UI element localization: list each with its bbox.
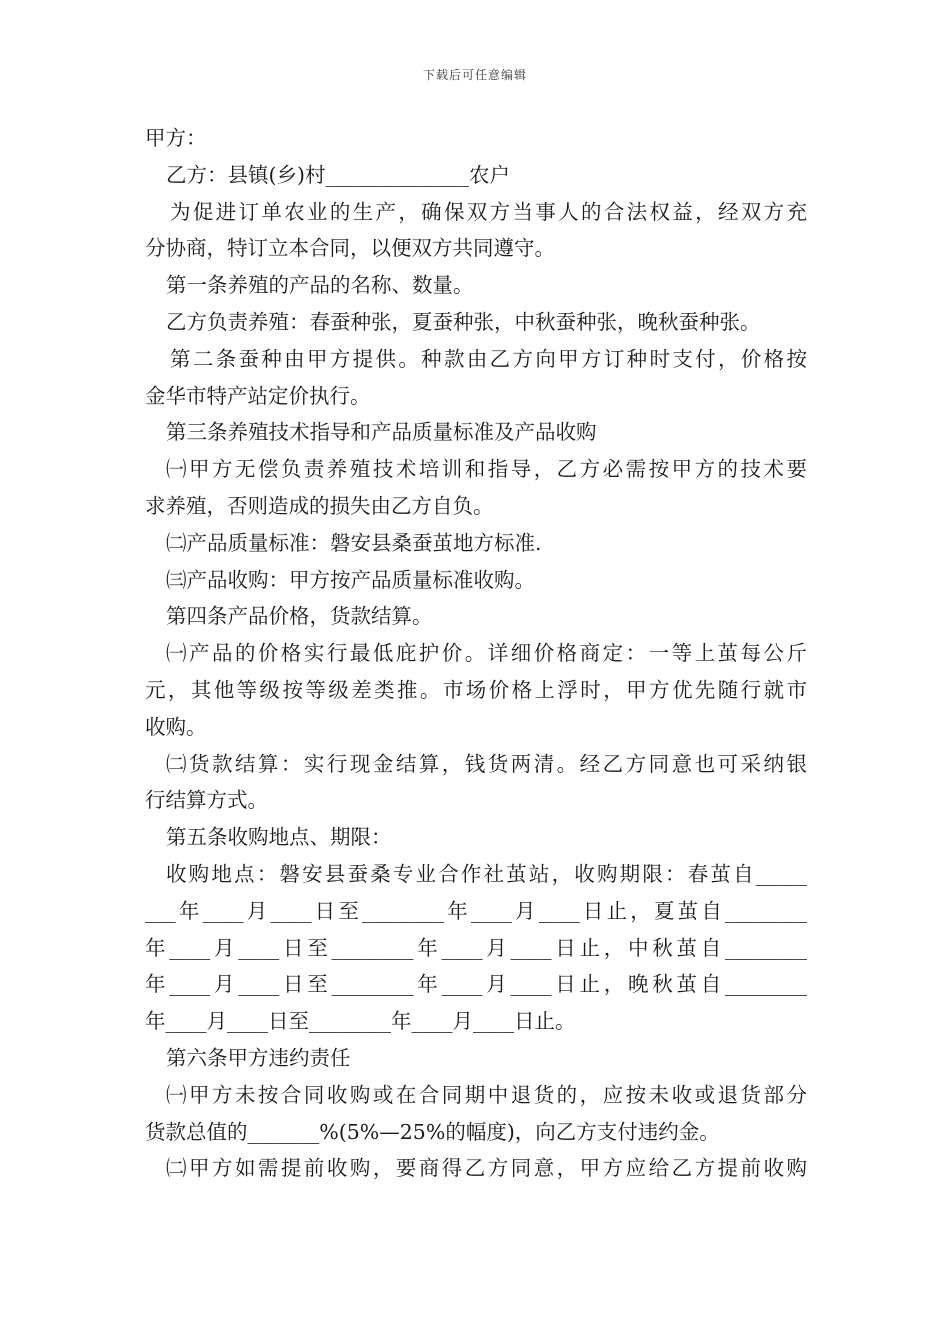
- article-5-line-1: 收购地点：磐安县蚕桑专业合作社茧站，收购期限：春茧自_____: [166, 861, 807, 886]
- article-6-item-2-line-1: ㈡甲方如需提前收购，要商得乙方同意，甲方应给乙方提前收购: [166, 1156, 807, 1181]
- preamble-line-2: 分协商，特订立本合同，以便双方共同遵守。: [145, 236, 555, 261]
- article-2-line-2: 金华市特产站定价执行。: [145, 383, 371, 408]
- article-6-item-1-line-2: 货款总值的_______%(5%—25%的幅度)，向乙方支付违约金。: [145, 1119, 720, 1144]
- article-6-item-1-line-1: ㈠甲方未按合同收购或在合同期中退货的，应按未收或退货部分: [166, 1082, 807, 1107]
- article-2-line-1: 第二条蚕种由甲方提供。种款由乙方向甲方订种时支付，价格按: [170, 346, 807, 371]
- article-1-heading: 第一条养殖的产品的名称、数量。: [166, 273, 474, 298]
- article-5-line-5: 年____月____日至________年____月____日止。: [145, 1009, 576, 1034]
- article-5-line-2: ___年____月____日至________年____月____日止，夏茧自________: [145, 898, 807, 923]
- article-6-heading: 第六条甲方违约责任: [166, 1045, 351, 1070]
- article-3-item-1-line-2: 求养殖，否则造成的损失由乙方自负。: [145, 493, 494, 518]
- article-4-item-1-line-3: 收购。: [145, 714, 207, 739]
- article-5-line-4: 年____月____日至________年____月____日止，晚秋茧自________: [145, 972, 807, 997]
- article-4-item-2-line-2: 行结算方式。: [145, 788, 268, 813]
- article-4-heading: 第四条产品价格，货款结算。: [166, 604, 433, 629]
- contract-body: [145, 120, 807, 1187]
- article-4-item-2-line-1: ㈡货款结算：实行现金结算，钱货两清。经乙方同意也可采纳银: [166, 751, 807, 776]
- header-note: 下载后可任意编辑: [422, 68, 527, 82]
- article-3-item-1-line-1: ㈠甲方无偿负责养殖技术培训和指导，乙方必需按甲方的技术要: [166, 457, 807, 482]
- article-5-heading: 第五条收购地点、期限：: [166, 825, 392, 850]
- preamble-line-1: 为促进订单农业的生产，确保双方当事人的合法权益，经双方充: [170, 199, 807, 224]
- party-a-line: 甲方：: [145, 126, 207, 150]
- party-b-line: 乙方：县镇(乡)村______________农户: [166, 162, 510, 187]
- article-3-item-2: ㈡产品质量标准：磐安县桑蚕茧地方标准.: [166, 530, 542, 555]
- article-1-text: 乙方负责养殖：春蚕种张，夏蚕种张，中秋蚕种张，晚秋蚕种张。: [166, 309, 761, 334]
- article-3-heading: 第三条养殖技术指导和产品质量标准及产品收购: [166, 420, 597, 445]
- article-4-item-1-line-2: 元，其他等级按等级差类推。市场价格上浮时，甲方优先随行就市: [145, 677, 807, 702]
- article-4-item-1-line-1: ㈠产品的价格实行最低庇护价。详细价格商定：一等上茧每公斤: [166, 641, 807, 666]
- article-3-item-3: ㈢产品收购：甲方按产品质量标准收购。: [166, 567, 535, 592]
- article-5-line-3: 年____月____日至________年____月____日止，中秋茧自________: [145, 935, 807, 960]
